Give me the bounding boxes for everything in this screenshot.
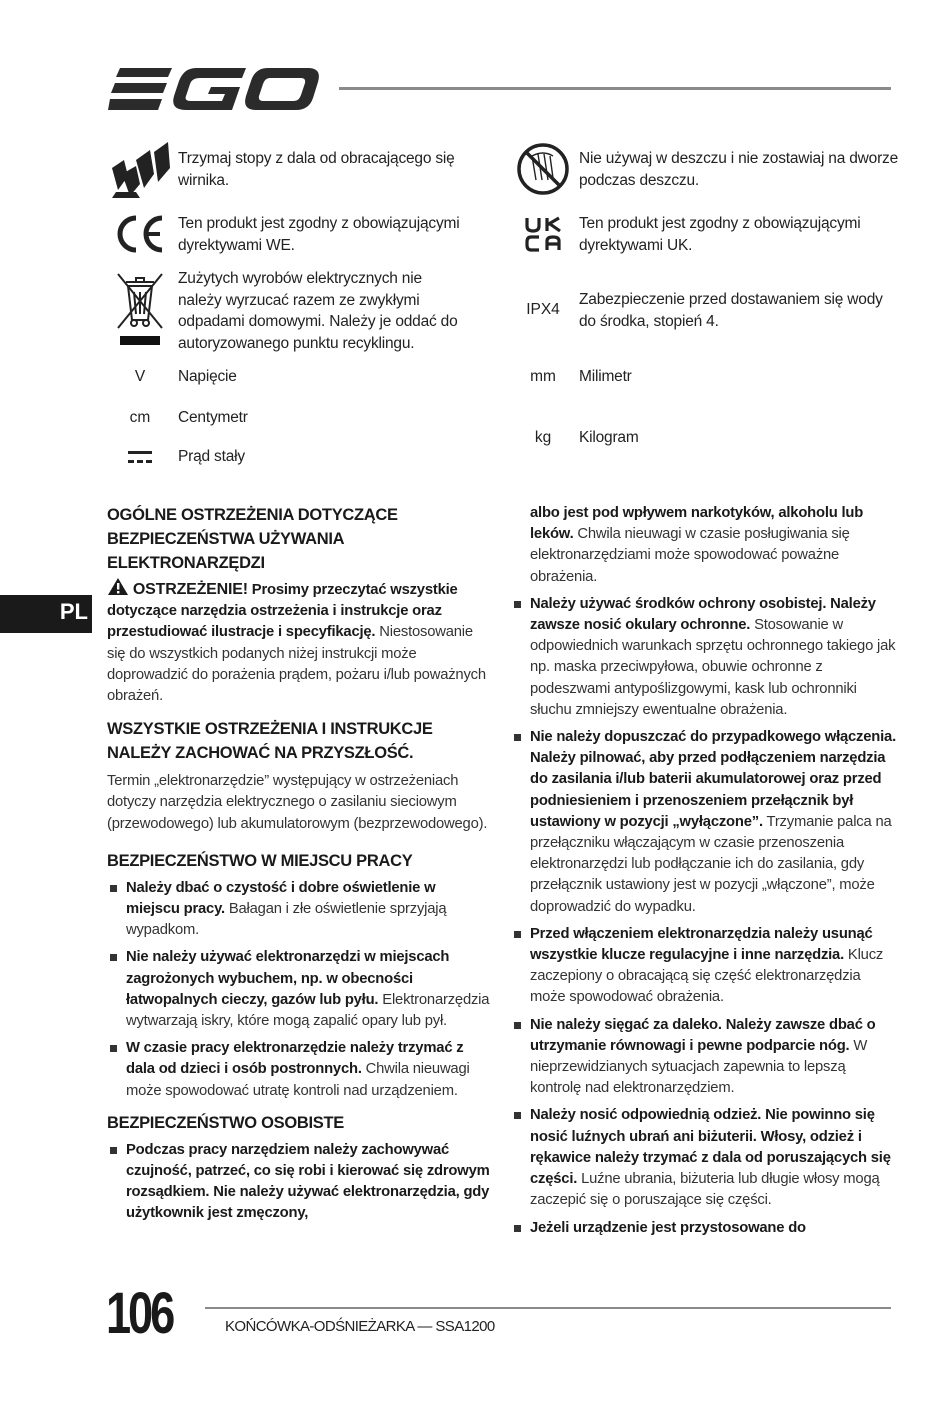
list-item [511,1218,896,1239]
bullet-bold: Podczas pracy narzędziem należy zachowywać czujność, patrzeć, co się robi i kierować się zdrowym rozsądkiem. Nie należy używać elektronarzędzia, gdy użytkownik jest zmęczony, [126,1141,490,1222]
list-item [511,727,896,918]
page-number: 106 [106,1281,173,1346]
symbol-cm-text: Centymetr [178,409,248,426]
footer-rule [205,1307,891,1309]
symbol-mm-abbr: mm [530,368,556,385]
left-column [107,503,492,1231]
footer-product-title: KOŃCÓWKA-ODŚNIEŻARKA — SSA1200 [225,1318,495,1335]
ego-logo [108,66,320,112]
bullet-bold: Nie należy sięgać za daleko. Należy zawsze dbać o utrzymanie równowagi i pewne podparcie nóg. [530,1016,876,1054]
header-rule [339,87,891,90]
warning-body-text: Niestosowanie się do wszystkich podanych niżej instrukcji może doprowadzić do porażenia prądem, pożaru i/lub poważnych obrażeń. [107,624,486,705]
symbol-weee-text: Zużytych wyrobów elektrycznych nie należy wyrzucać razem ze zwykłymi odpadami domowymi. Należy je oddać do autoryzowanego punktu recyklingu. [178,270,458,352]
symbol-ipx4-abbr: IPX4 [526,301,560,318]
ego-logo-graphic [108,66,320,112]
ce-mark-icon [114,214,166,254]
save-instructions-heading: WSZYSTKIE OSTRZEŻENIA I INSTRUKCJE NALEŻY ZACHOWAĆ NA PRZYSZŁOŚĆ. [107,720,433,763]
right-column [511,503,896,1245]
warning-paragraph [107,577,492,707]
bullet-bold: Nie należy dopuszczać do przypadkowego włączenia. Należy pilnować, aby przed podłączeniem narzędzia do zasilania i/lub baterii akumulatorowej oraz przed podniesieniem i przenoszeniem przełącznik był ustawiony w pozycji „wyłączone”. [530,729,896,830]
continued-bold: albo jest pod wpływem narkotyków, alkoholu lub leków. [530,505,864,543]
symbol-ipx4-text: Zabezpieczenie przed dostawaniem się wody do środka, stopień 4. [579,291,883,330]
list-item [107,1140,492,1225]
bullet-text: Elektronarzędzia wytwarzają iskry, które mogą zapalić opary lub pył. [126,991,490,1030]
symbol-mm-text: Milimetr [579,368,632,385]
symbol-v-abbr: V [134,368,146,385]
direct-current-icon [126,448,154,466]
symbol-ce-text: Ten produkt jest zgodny z obowiązującymi dyrektywami WE. [178,215,460,254]
list-item [107,1038,492,1102]
term-definition-paragraph: Termin „elektronarzędzie” występujący w ostrzeżeniach dotyczy narzędzia elektrycznego o zasilaniu sieciowym (przewodowego) lub akumulatorowym (bezprzewodowego). [107,773,488,832]
bullet-text: Klucz zaczepiony o obracającą się część elektronarzędzia może spowodować obrażenia. [530,947,884,1006]
bullet-bold: Należy używać środków ochrony osobistej. Należy zawsze nosić okulary ochronne. [530,595,876,634]
list-item [511,1015,896,1100]
bullet-bold: Należy nosić odpowiednią odzież. Nie powinno się nosić luźnych ubrań ani biżuterii. Włosy, odzież i rękawice należy trzymać z dala od poruszających się części. [530,1107,891,1188]
work-area-bullets [107,878,492,1102]
warning-label: OSTRZEŻENIE! [132,581,248,598]
continued-paragraph [511,503,896,588]
symbol-dc-text: Prąd stały [178,448,245,465]
symbol-v-text: Napięcie [178,368,237,385]
weee-bin-icon [114,272,166,348]
bullet-bold: Nie należy używać elektronarzędzi w miejscach zagrożonych wybuchem, np. w obecności łatwopalnych cieczy, gazów lub pyłu. [126,949,450,1008]
symbol-rain-text: Nie używaj w deszczu i nie zostawiaj na dworze podczas deszczu. [579,150,899,189]
right-bullets [511,594,896,1239]
bullet-text: Bałagan i złe oświetlenie sprzyjają wypadkom. [126,901,447,939]
ukca-mark-icon [524,216,564,252]
no-rain-icon [516,142,570,196]
feet-hazard-icon [110,138,174,200]
bullet-bold: Należy dbać o czystość i dobre oświetlenie w miejscu pracy. [126,879,436,918]
personal-safety-heading: BEZPIECZEŃSTWO OSOBISTE [107,1113,344,1132]
bullet-text: Chwila nieuwagi może spowodować utratę kontroli nad urządzeniem. [126,1061,470,1099]
bullet-text: W nieprzewidzianych sytuacjach zapewnia to lepszą kontrolę nad elektronarzędziem. [530,1037,868,1097]
language-tab-label: PL [59,599,88,624]
bullet-text: Stosowanie w odpowiednich warunkach sprzętu ochronnego takiego jak np. maska przeciwpyłowa, obuwie ochronne z podeszwami antypoślizgowymi, kask lub ochronniki słuchu zmniejszy ewentualne obrażenia. [530,617,896,718]
list-item [511,1105,896,1211]
bullet-bold: Przed włączeniem elektronarzędzia należy usunąć wszystkie klucze regulacyjne i inne narzędzia. [530,925,873,964]
warning-triangle-icon [107,577,129,596]
personal-safety-bullets [107,1140,492,1225]
warning-bold-text: Prosimy przeczytać wszystkie dotyczące narzędzia ostrzeżenia i instrukcje oraz przestudiować ilustracje i specyfikację. [107,582,458,641]
symbol-ukca-text: Ten produkt jest zgodny z obowiązującymi dyrektywami UK. [579,215,861,254]
symbol-feet-text: Trzymaj stopy z dala od obracającego się wirnika. [178,150,455,189]
list-item [511,924,896,1009]
symbol-kg-abbr: kg [534,429,552,446]
symbol-kg-text: Kilogram [579,429,639,446]
list-item [107,947,492,1032]
work-area-safety-heading: BEZPIECZEŃSTWO W MIEJSCU PRACY [107,851,413,870]
continued-text: Chwila nieuwagi w czasie posługiwania się elektronarzędziami może spowodować poważne obrażenia. [530,526,850,585]
symbol-cm-abbr: cm [129,409,151,426]
general-warnings-heading: OGÓLNE OSTRZEŻENIA DOTYCZĄCE BEZPIECZEŃSTWA UŻYWANIA ELEKTRONARZĘDZI [107,506,398,572]
bullet-bold: W czasie pracy elektronarzędzie należy trzymać z dala od dzieci i osób postronnych. [126,1040,464,1078]
bullet-text: Trzymanie palca na przełączniku włączającym w czasie przenoszenia elektronarzędzi lub podłączanie ich do zasilania, gdy przełącznik ustawiony jest w pozycji „włączone”, może doprowadzić do wypadku. [530,813,892,915]
list-item [511,594,896,721]
language-tab [0,595,92,633]
bullet-text: Luźne ubrania, biżuteria lub długie włosy mogą zaczepić się o poruszające się części. [530,1171,880,1209]
list-item [107,878,492,942]
bullet-bold: Jeżeli urządzenie jest przystosowane do [530,1219,806,1236]
